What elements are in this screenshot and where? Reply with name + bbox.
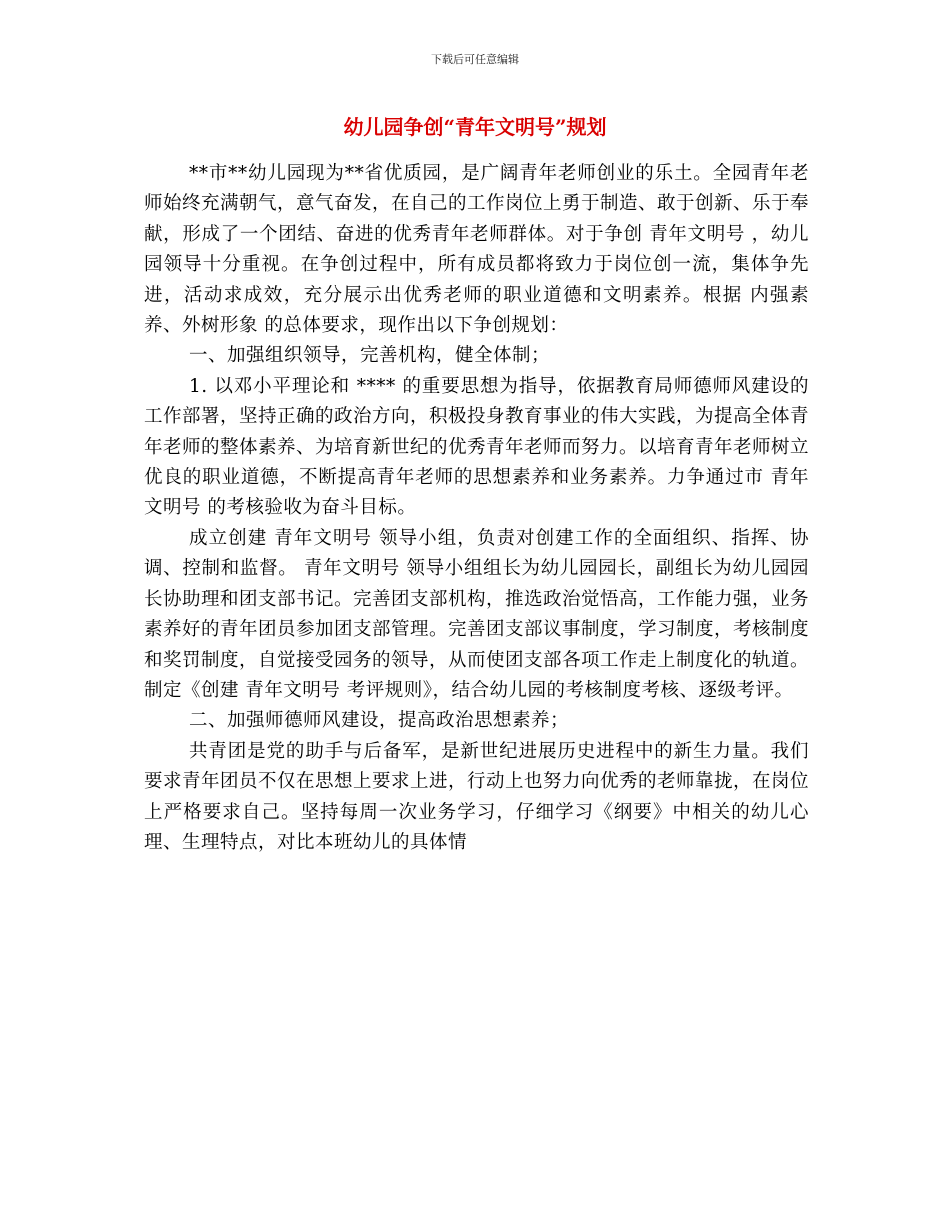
section-heading-2: 二、加强师德师风建设，提高政治思想素养； <box>189 710 570 732</box>
section-heading-1: 一、加强组织领导，完善机构，健全体制； <box>189 345 551 367</box>
paragraph-intro: **市**幼儿园现为**省优质园，是广阔青年老师创业的乐土。全园青年老师始终充满朝气，意气奋发，在自己的工作岗位上勇于制造、敢于创新、乐于奉献，形成了一个团结、奋进的优秀青年老师群体。对于争创 青年文明号 ，幼儿园领导十分重视。在争创过程中，所有成员都将致力于岗位创一流，集体争先进，活动求成效，充分展示出优秀老师的职业道德和文明素养。根据 内强素养、外树形象 的总体要求，现作出以下争创规划： <box>144 163 810 337</box>
paragraph-leadership-group: 成立创建 青年文明号 领导小组，负责对创建工作的全面组织、指挥、协调、控制和监督。 青年文明号 领导小组组长为幼儿园园长，副组长为幼儿园园长协助理和团支部书记。完善团支部机构，推选政治觉悟高，工作能力强，业务素养好的青年团员参加团支部管理。完善团支部议事制度，学习制度，考核制度和奖罚制度，自觉接受园务的领导，从而使团支部各项工作走上制度化的轨道。制定《创建 青年文明号 考评规则》，结合幼儿园的考核制度考核、逐级考评。 <box>144 527 810 701</box>
paragraph-league: 共青团是党的助手与后备军，是新世纪进展历史进程中的新生力量。我们要求青年团员不仅在思想上要求上进，行动上也努力向优秀的老师靠拢，在岗位上严格要求自己。坚持每周一次业务学习，仔细学习《纲要》中相关的幼儿心理、生理特点，对比本班幼儿的具体情 <box>144 740 810 853</box>
document-title: 幼儿园争创“青年文明号”规划 <box>343 115 607 139</box>
document-body <box>144 159 809 858</box>
header-note: 下载后可任意编辑 <box>431 53 519 66</box>
paragraph-item-1: 1. 以邓小平理论和 **** 的重要思想为指导，依据教育局师德师风建设的工作部署，坚持正确的政治方向，积极投身教育事业的伟大实践，为提高全体青年老师的整体素养、为培育新世纪的优秀青年老师而努力。以培育青年老师树立优良的职业道德，不断提高青年老师的思想素养和业务素养。力争通过市 青年文明号 的考核验收为奋斗目标。 <box>144 375 810 519</box>
